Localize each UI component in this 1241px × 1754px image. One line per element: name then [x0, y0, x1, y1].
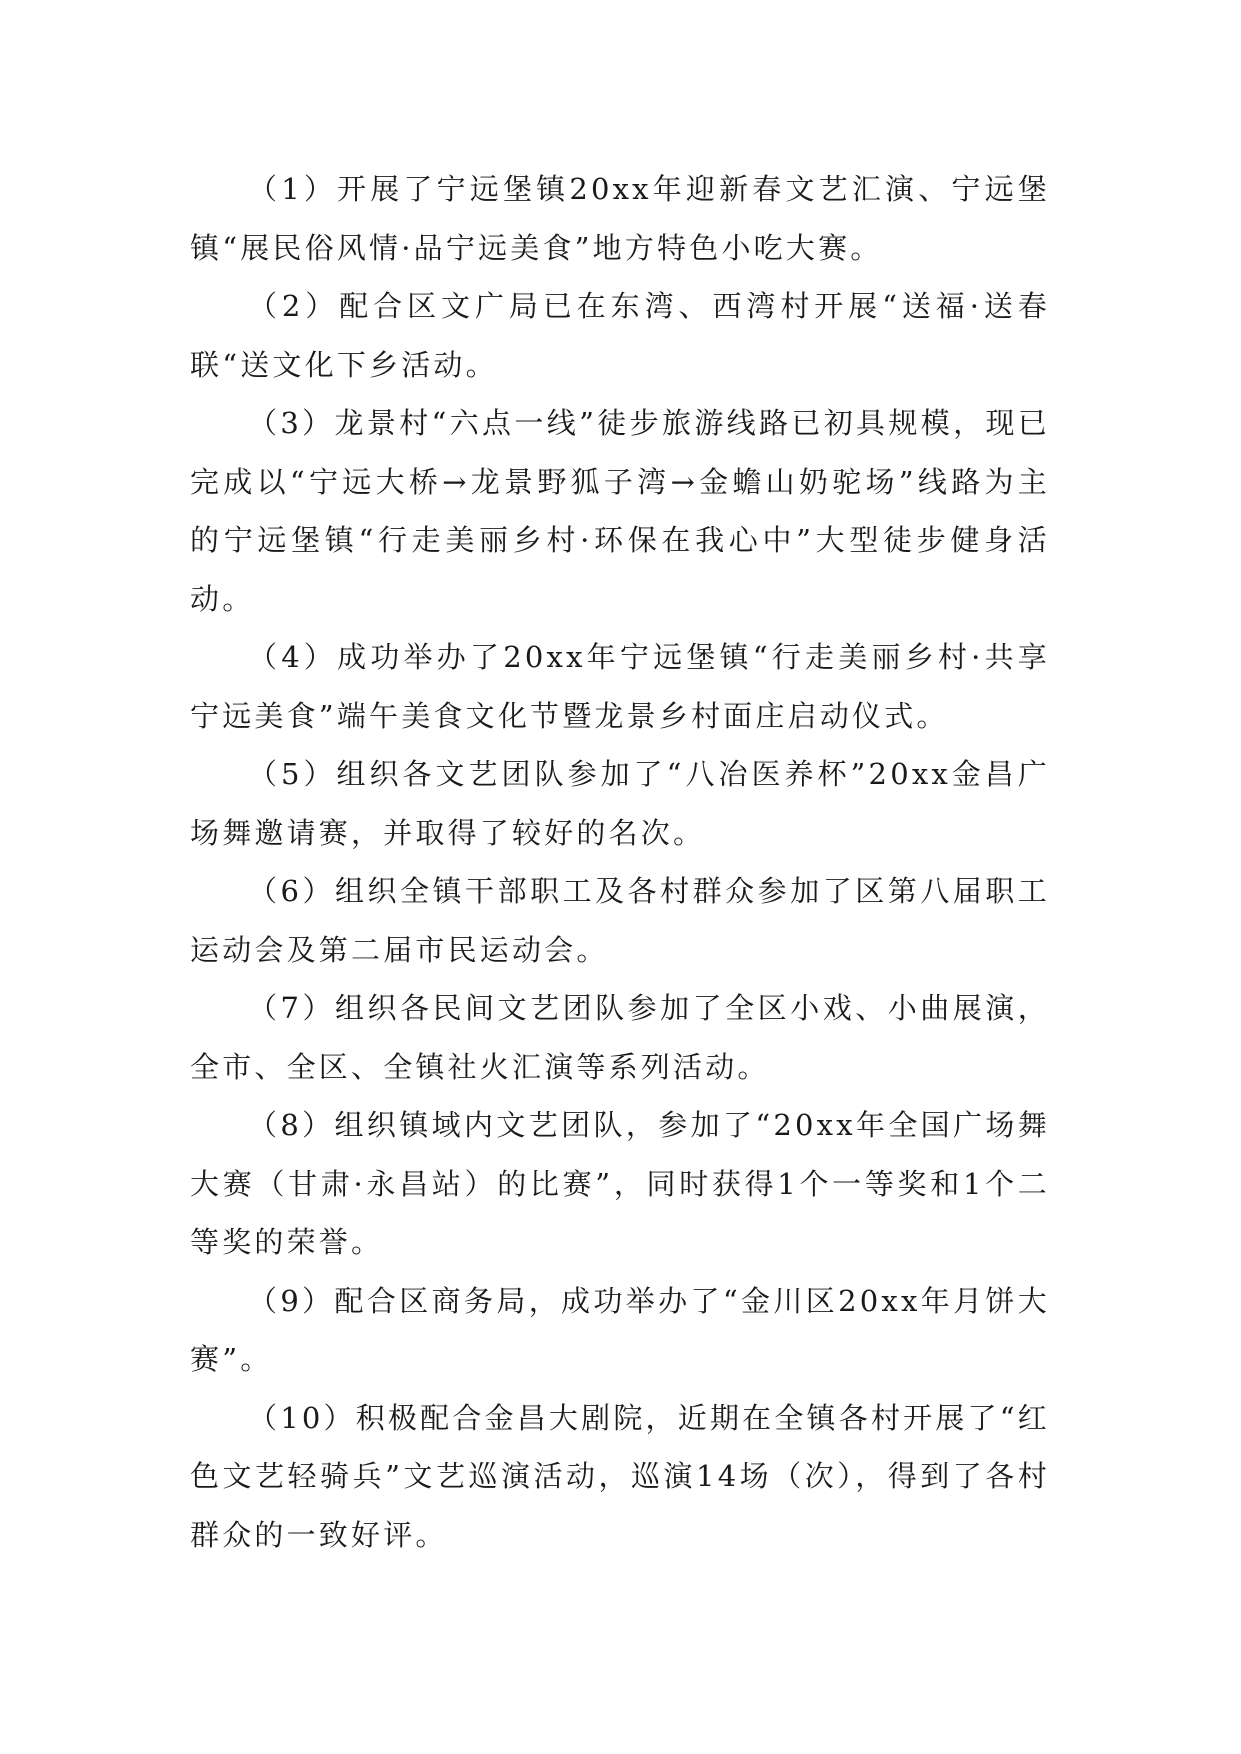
paragraph-10: （10）积极配合金昌大剧院，近期在全镇各村开展了“红色文艺轻骑兵”文艺巡演活动，巡演14场（次），得到了各村群众的一致好评。	[190, 1400, 1050, 1552]
paragraph-1: （1）开展了宁远堡镇20xx年迎新春文艺汇演、宁远堡镇“展民俗风情·品宁远美食”地方特色小吃大赛。	[190, 172, 1050, 265]
document-body	[190, 160, 1050, 1564]
paragraph-9: （9）配合区商务局，成功举办了“金川区20xx年月饼大赛”。	[190, 1283, 1050, 1376]
paragraph-6: （6）组织全镇干部职工及各村群众参加了区第八届职工运动会及第二届市民运动会。	[190, 874, 1050, 967]
paragraph-4: （4）成功举办了20xx年宁远堡镇“行走美丽乡村·共享宁远美食”端午美食文化节暨龙景乡村面庄启动仪式。	[190, 640, 1050, 733]
paragraph-8: （8）组织镇域内文艺团队，参加了“20xx年全国广场舞大赛（甘肃·永昌站）的比赛”，同时获得1个一等奖和1个二等奖的荣誉。	[190, 1108, 1050, 1259]
paragraph-2: （2）配合区文广局已在东湾、西湾村开展“送福·送春联“送文化下乡活动。	[190, 289, 1050, 382]
paragraph-7: （7）组织各民间文艺团队参加了全区小戏、小曲展演，全市、全区、全镇社火汇演等系列活动。	[190, 991, 1050, 1084]
paragraph-3: （3）龙景村“六点一线”徒步旅游线路已初具规模，现已完成以“宁远大桥→龙景野狐子湾→金蟾山奶驼场”线路为主的宁远堡镇“行走美丽乡村·环保在我心中”大型徒步健身活动。	[190, 406, 1050, 616]
paragraph-5: （5）组织各文艺团队参加了“八冶医养杯”20xx金昌广场舞邀请赛，并取得了较好的名次。	[190, 757, 1050, 850]
